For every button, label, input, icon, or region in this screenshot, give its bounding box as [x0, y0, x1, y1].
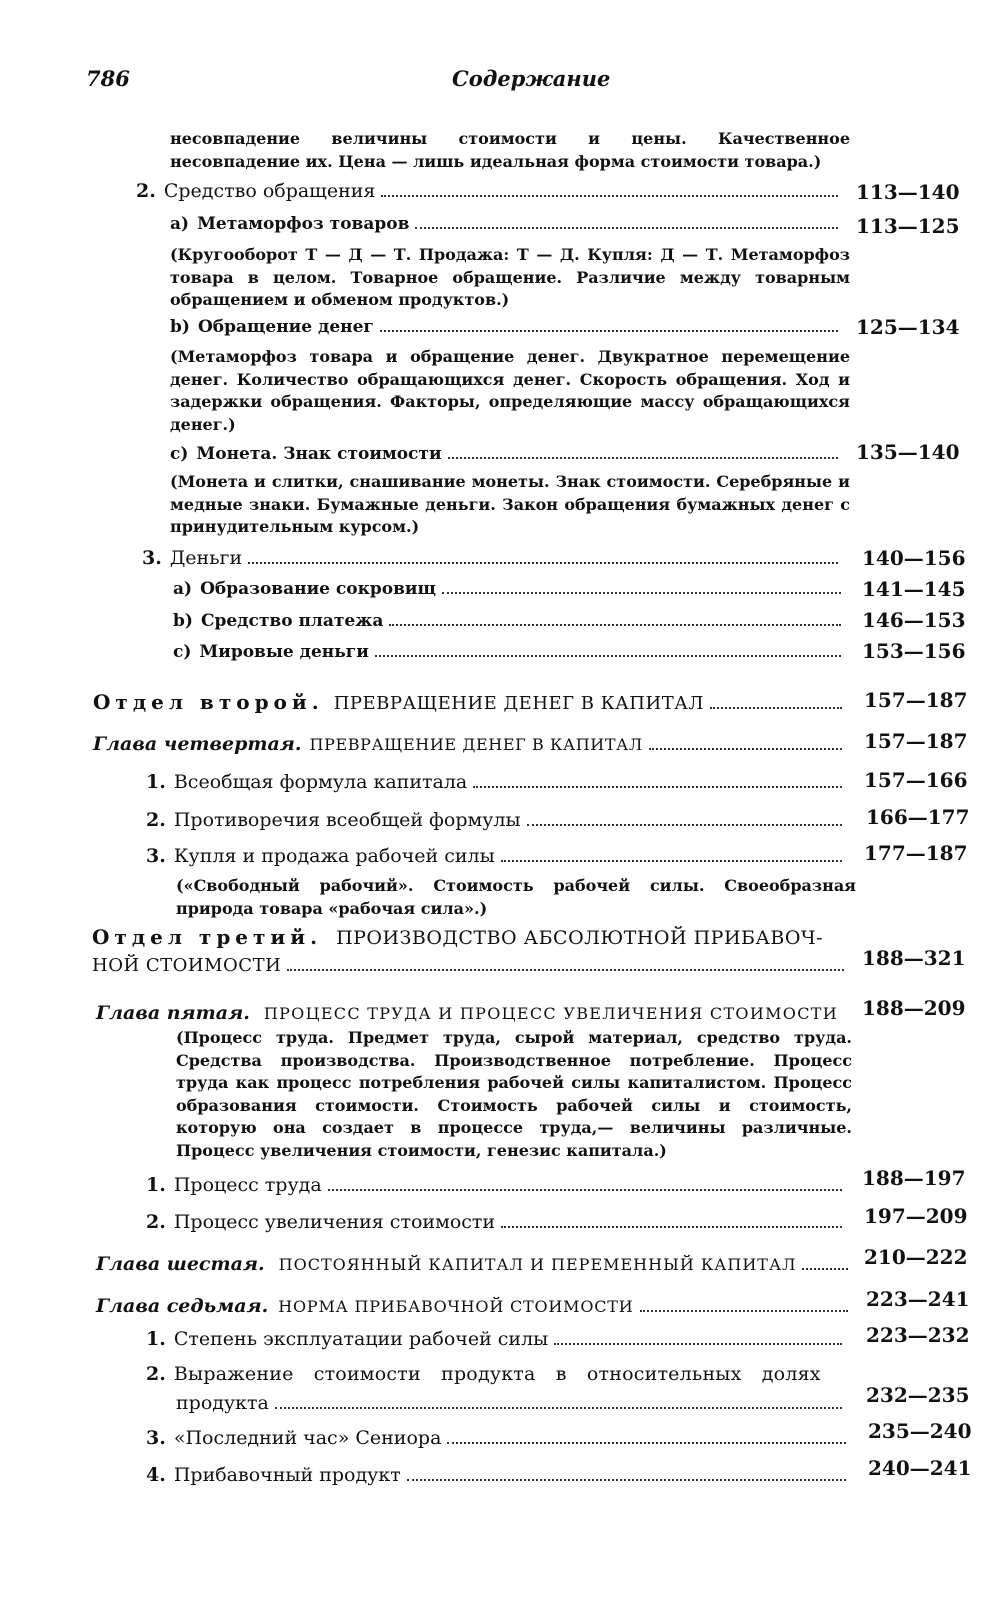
dot-leader — [442, 592, 841, 594]
running-title: Содержание — [452, 66, 611, 91]
toc-entry-continued[interactable] — [176, 1392, 850, 1414]
entry-title: Метаморфоз товаров — [197, 214, 410, 234]
entry-title: Всеобщая формула капитала — [173, 771, 468, 793]
chapter-prefix: Глава пятая. — [96, 1002, 250, 1024]
dot-leader — [640, 1310, 848, 1312]
chapter-prefix: Глава четвертая. — [93, 733, 302, 755]
chapter-title: ПРОЦЕСС ТРУДА И ПРОЦЕСС УВЕЛИЧЕНИЯ СТОИМОСТИ — [263, 1004, 838, 1023]
entry-description: (Кругооборот Т — Д — Т. Продажа: Т — Д. Купля: Д — Т. Метаморфоз товара в целом. Товарное обращение. Различие между товарным обращением и обменом продуктов.) — [170, 245, 850, 309]
entry-pages: 235—240 — [868, 1419, 972, 1443]
entry-pages: 240—241 — [868, 1456, 972, 1480]
entry-number: 3. — [146, 1427, 166, 1449]
entry-number: 2. — [146, 1363, 166, 1385]
entry-number: 1. — [146, 771, 166, 793]
section-title-line1: ПРОИЗВОДСТВО АБСОЛЮТНОЙ ПРИБАВОЧ- — [336, 927, 824, 949]
toc-entry[interactable] — [146, 809, 850, 831]
section-prefix: Отдел третий. — [92, 925, 323, 949]
entry-number: 4. — [146, 1464, 166, 1486]
entry-pages: 153—156 — [862, 639, 966, 663]
entry-title: Степень эксплуатации рабочей силы — [173, 1328, 549, 1350]
toc-section[interactable] — [92, 925, 852, 949]
chapter-prefix: Глава седьмая. — [96, 1295, 269, 1317]
chapter-pages: 223—241 — [866, 1287, 970, 1311]
chapter-pages: 210—222 — [864, 1245, 968, 1269]
dot-leader — [447, 1442, 846, 1444]
entry-pages: 125—134 — [856, 315, 960, 339]
dot-leader — [248, 562, 838, 564]
dot-leader — [554, 1343, 842, 1345]
toc-entry[interactable] — [146, 845, 850, 867]
dot-leader — [407, 1479, 846, 1481]
entry-number: c) — [173, 642, 192, 662]
entry-title: Противоречия всеобщей формулы — [173, 809, 521, 831]
toc-entry[interactable] — [146, 1174, 850, 1196]
entry-number: 2. — [146, 1211, 166, 1233]
dot-leader — [448, 457, 838, 459]
entry-pages: 113—140 — [856, 180, 960, 204]
entry-number: 3. — [146, 845, 166, 867]
toc-entry[interactable] — [142, 547, 846, 569]
entry-title-line1: Выражение стоимости продукта в относительных долях — [173, 1363, 821, 1385]
entry-pages: 135—140 — [856, 440, 960, 464]
dot-leader — [710, 707, 842, 709]
toc-chapter[interactable] — [96, 1295, 856, 1317]
entry-description: несовпадение величины стоимости и цены. Качественное несовпадение их. Цена — лишь идеальная форма стоимости товара.) — [170, 129, 850, 171]
toc-entry[interactable] — [170, 317, 846, 337]
entry-pages: 177—187 — [864, 841, 968, 865]
entry-number: b) — [170, 317, 190, 337]
dot-leader — [501, 1226, 842, 1228]
entry-number: 1. — [146, 1174, 166, 1196]
entry-number: 3. — [142, 547, 162, 569]
dot-leader — [473, 786, 842, 788]
entry-pages: 113—125 — [856, 214, 960, 238]
toc-entry[interactable] — [146, 1427, 854, 1449]
entry-number: 2. — [136, 180, 156, 202]
toc-chapter[interactable] — [93, 733, 850, 755]
entry-title-line2: продукта — [176, 1392, 269, 1414]
section-prefix: Отдел второй. — [93, 690, 324, 714]
entry-title: Прибавочный продукт — [173, 1464, 401, 1486]
toc-entry[interactable] — [146, 1328, 850, 1350]
chapter-title: ПРЕВРАЩЕНИЕ ДЕНЕГ В КАПИТАЛ — [309, 735, 643, 754]
toc-entry[interactable] — [173, 642, 849, 662]
entry-title: Купля и продажа рабочей силы — [173, 845, 495, 867]
entry-description: (Метаморфоз товара и обращение денег. Двукратное перемещение денег. Количество обращающихся денег. Скорость обращения. Ход и задержки обращения. Факторы, определяющие массу обращающихся денег.) — [170, 347, 850, 434]
entry-number: a) — [170, 214, 190, 234]
toc-section[interactable] — [93, 690, 850, 714]
entry-title: Деньги — [169, 547, 243, 569]
section-title: ПРЕВРАЩЕНИЕ ДЕНЕГ В КАПИТАЛ — [333, 693, 704, 714]
section-pages: 188—321 — [862, 946, 966, 970]
dot-leader — [375, 655, 841, 657]
chapter-pages: 157—187 — [864, 729, 968, 753]
dot-leader — [381, 195, 838, 197]
toc-entry[interactable] — [146, 1464, 854, 1486]
toc-chapter[interactable] — [96, 1002, 856, 1024]
entry-pages: 157—166 — [864, 768, 968, 792]
chapter-pages: 188—209 — [862, 996, 966, 1020]
entry-pages: 166—177 — [866, 805, 970, 829]
entry-pages: 188—197 — [862, 1166, 966, 1190]
dot-leader — [501, 860, 842, 862]
dot-leader — [287, 969, 844, 971]
toc-entry[interactable] — [170, 214, 846, 234]
entry-pages: 140—156 — [862, 546, 966, 570]
entry-number: 1. — [146, 1328, 166, 1350]
entry-title: Средство платежа — [200, 611, 384, 631]
chapter-title: ПОСТОЯННЫЙ КАПИТАЛ И ПЕРЕМЕННЫЙ КАПИТАЛ — [278, 1255, 797, 1274]
page-number: 786 — [86, 66, 130, 91]
dot-leader — [380, 330, 838, 332]
entry-pages: 223—232 — [866, 1323, 970, 1347]
chapter-prefix: Глава шестая. — [96, 1253, 265, 1275]
entry-title: Монета. Знак стоимости — [196, 444, 442, 464]
toc-entry[interactable] — [136, 180, 846, 202]
entry-description: (Процесс труда. Предмет труда, сырой материал, средство труда. Средства производства. Производственное потребление. Процесс труда как процесс потребления рабочей силы капиталистом. Процесс образования стоимости. Стоимость рабочей силы и стоимость, которую она создает в процессе труда,— величины различные. Процесс увеличения стоимости, генезис капитала.) — [176, 1028, 852, 1160]
toc-entry[interactable] — [146, 1211, 850, 1233]
chapter-title: НОРМА ПРИБАВОЧНОЙ СТОИМОСТИ — [278, 1297, 634, 1316]
entry-title: Процесс труда — [173, 1174, 322, 1196]
entry-description: (Монета и слитки, снашивание монеты. Знак стоимости. Серебряные и медные знаки. Бумажные деньги. Закон обращения бумажных денег с принудительным курсом.) — [170, 472, 850, 536]
dot-leader — [802, 1268, 848, 1270]
entry-number: a) — [173, 579, 193, 599]
dot-leader — [389, 624, 841, 626]
section-title-line2: НОЙ СТОИМОСТИ — [92, 955, 282, 976]
entry-pages: 197—209 — [864, 1204, 968, 1228]
toc-chapter[interactable] — [96, 1253, 856, 1275]
entry-pages: 232—235 — [866, 1383, 970, 1407]
dot-leader — [328, 1189, 842, 1191]
toc-entry[interactable] — [170, 444, 846, 464]
toc-entry[interactable] — [173, 579, 849, 599]
entry-title: Процесс увеличения стоимости — [173, 1211, 496, 1233]
entry-number: 2. — [146, 809, 166, 831]
toc-section-continued[interactable] — [92, 955, 852, 976]
entry-title: Мировые деньги — [199, 642, 369, 662]
dot-leader — [415, 227, 838, 229]
entry-number: c) — [170, 444, 189, 464]
dot-leader — [275, 1407, 842, 1409]
entry-title: Образование сокровищ — [200, 579, 436, 599]
dot-leader — [527, 824, 842, 826]
entry-pages: 141—145 — [862, 577, 966, 601]
toc-entry[interactable] — [173, 611, 849, 631]
section-pages: 157—187 — [864, 688, 968, 712]
entry-title: «Последний час» Сениора — [173, 1427, 442, 1449]
toc-entry[interactable] — [146, 1363, 854, 1385]
dot-leader — [649, 748, 842, 750]
entry-number: b) — [173, 611, 193, 631]
entry-title: Обращение денег — [197, 317, 374, 337]
toc-entry[interactable] — [146, 771, 850, 793]
entry-pages: 146—153 — [862, 608, 966, 632]
entry-description: («Свободный рабочий». Стоимость рабочей силы. Своеобразная природа товара «рабочая сила».) — [176, 876, 856, 918]
entry-title: Средство обращения — [163, 180, 376, 202]
